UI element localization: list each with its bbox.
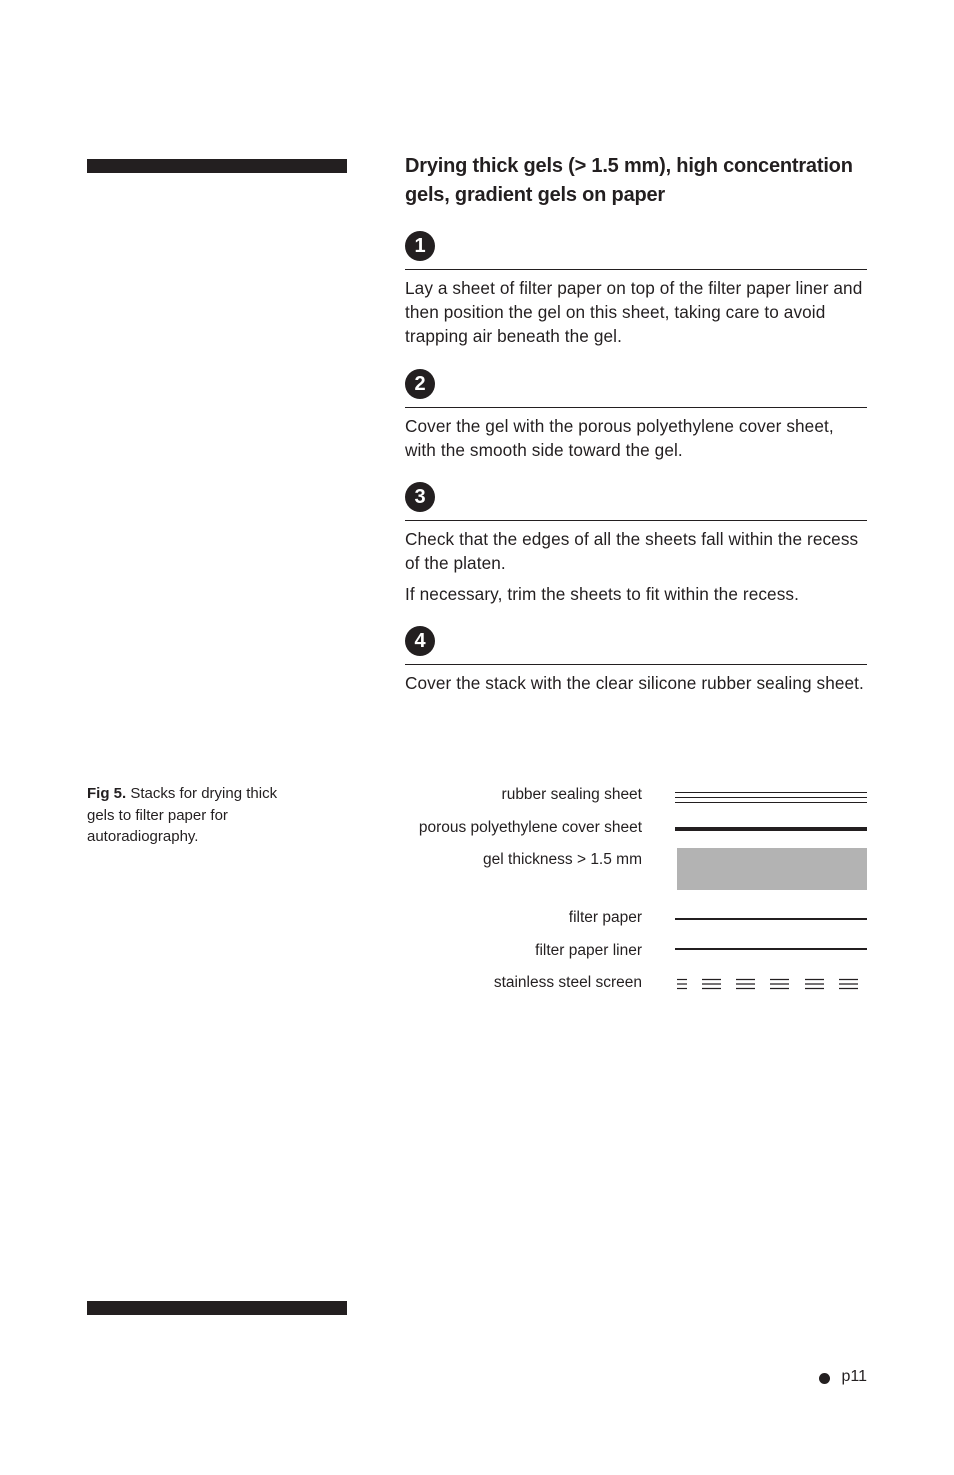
step-text: Lay a sheet of filter paper on top of the filter paper liner and then position the gel on this sheet, taking care to avoid trapping air beneath the gel. [405,278,863,346]
step-text: If necessary, trim the sheets to fit within the recess. [405,584,799,604]
bottom-decorative-bar [87,1301,347,1315]
gel-block [677,848,867,890]
rubber-sealing-sheet-line [675,797,867,798]
layer-label-steel-screen: stainless steel screen [493,974,642,991]
layer-label-cover-sheet: porous polyethylene cover sheet [418,819,642,836]
figure-caption [87,783,302,848]
step-divider [405,520,867,521]
bullet-dot-icon [819,1373,830,1384]
step-2 [405,369,867,462]
page-number: p11 [841,1368,867,1385]
layer-label-filter-paper: filter paper [568,909,642,926]
step-divider [405,664,867,665]
step-text: Cover the gel with the porous polyethylene cover sheet, with the smooth side toward the gel. [405,416,834,460]
layer-label-rubber-sealing-sheet: rubber sealing sheet [501,786,642,803]
step-text: Check that the edges of all the sheets fall within the recess of the platen. [405,529,859,573]
step-3 [405,482,867,606]
step-1 [405,231,867,348]
step-number-badge: 1 [405,231,435,261]
top-decorative-bar [87,159,347,173]
step-number-badge: 4 [405,626,435,656]
section-heading: Drying thick gels (> 1.5 mm), high concentration gels, gradient gels on paper [405,155,853,206]
step-divider [405,407,867,408]
step-number-badge: 3 [405,482,435,512]
step-divider [405,269,867,270]
step-text: Cover the stack with the clear silicone rubber sealing sheet. [405,673,864,693]
step-number-badge: 2 [405,369,435,399]
layer-label-gel: gel thickness > 1.5 mm [483,851,642,868]
cover-sheet-line [675,827,867,831]
figure-caption-text: Stacks for drying thick gels to filter paper for autoradiography. [87,785,278,845]
filter-paper-line [675,918,867,920]
layer-label-filter-paper-liner: filter paper liner [535,942,642,959]
figure-caption-label: Fig 5. [87,785,127,802]
filter-paper-liner-line [675,948,867,950]
rubber-sealing-sheet-line [675,802,867,803]
step-4 [405,626,867,695]
rubber-sealing-sheet-line [675,792,867,793]
steel-screen-pattern [675,976,867,992]
